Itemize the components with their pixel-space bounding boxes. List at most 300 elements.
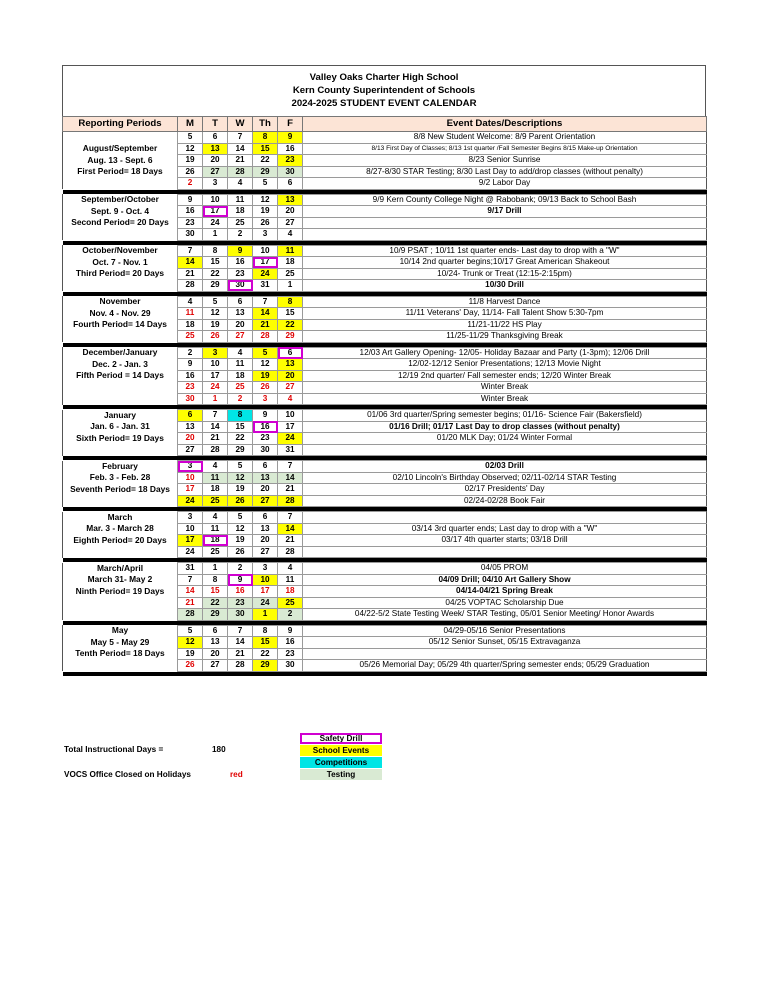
day-cell: 29 [253, 660, 278, 672]
calendar-title [62, 65, 706, 116]
period-label [63, 393, 178, 405]
day-cell: 10 [278, 410, 303, 422]
event-description: 9/2 Labor Day [303, 178, 707, 190]
day-cell: 24 [253, 597, 278, 609]
day-cell: 8 [253, 625, 278, 637]
day-cell: 20 [278, 370, 303, 382]
day-cell: 20 [178, 433, 203, 445]
day-cell: 27 [228, 331, 253, 343]
day-cell: 13 [228, 308, 253, 320]
event-description: 04/14-04/21 Spring Break [303, 586, 707, 598]
day-cell: 7 [203, 410, 228, 422]
event-description [303, 546, 707, 558]
period-label: Sept. 9 - Oct. 4 [63, 206, 178, 218]
event-description: 8/27-8/30 STAR Testing; 8/30 Last Day to add/drop classes (without penalty) [303, 166, 707, 178]
period-label: November [63, 296, 178, 308]
day-cell: 10 [203, 194, 228, 206]
day-cell: 23 [228, 268, 253, 280]
day-cell: 4 [178, 296, 203, 308]
calendar-week-row [63, 410, 707, 422]
calendar-week-row [63, 609, 707, 621]
total-days-label: Total Instructional Days = [64, 745, 164, 754]
calendar-week-row [63, 535, 707, 547]
day-cell: 19 [253, 206, 278, 218]
school-name: Valley Oaks Charter High School [309, 72, 459, 83]
event-description: 11/25-11/29 Thanksgiving Break [303, 331, 707, 343]
day-cell: 26 [253, 382, 278, 394]
event-description: 04/09 Drill; 04/10 Art Gallery Show [303, 574, 707, 586]
period-label: March/April [63, 563, 178, 575]
day-cell: 5 [228, 461, 253, 473]
event-description: 03/14 3rd quarter ends; Last day to drop with a "W" [303, 523, 707, 535]
calendar-week-row [63, 660, 707, 672]
day-cell: 1 [203, 229, 228, 241]
day-cell: 21 [203, 433, 228, 445]
day-cell: 21 [278, 535, 303, 547]
day-cell: 1 [203, 563, 228, 575]
day-cell: 21 [253, 319, 278, 331]
day-cell: 4 [228, 347, 253, 359]
day-cell: 30 [178, 229, 203, 241]
calendar-week-row [63, 597, 707, 609]
day-cell: 12 [253, 359, 278, 371]
period-label: Dec. 2 - Jan. 3 [63, 359, 178, 371]
day-cell: 23 [228, 597, 253, 609]
day-cell: 30 [278, 166, 303, 178]
day-cell: 21 [178, 597, 203, 609]
day-cell: 27 [203, 660, 228, 672]
day-cell: 4 [278, 393, 303, 405]
period-label: March 31- May 2 [63, 574, 178, 586]
day-cell: 5 [253, 178, 278, 190]
day-cell: 1 [203, 393, 228, 405]
day-cell: 3 [203, 347, 228, 359]
day-cell: 17 [178, 535, 203, 547]
period-label [63, 178, 178, 190]
day-cell: 19 [178, 648, 203, 660]
header-events: Event Dates/Descriptions [303, 117, 707, 132]
calendar-week-row [63, 206, 707, 218]
day-cell: 17 [253, 257, 278, 269]
day-cell: 13 [203, 143, 228, 155]
day-cell: 14 [278, 523, 303, 535]
day-cell: 23 [278, 648, 303, 660]
period-label: Oct. 7 - Nov. 1 [63, 257, 178, 269]
day-cell: 11 [203, 523, 228, 535]
calendar-week-row [63, 512, 707, 524]
day-cell: 20 [253, 484, 278, 496]
header-day-f: F [278, 117, 303, 132]
day-cell: 3 [178, 512, 203, 524]
period-label: Second Period= 20 Days [63, 217, 178, 229]
event-description: 8/8 New Student Welcome: 8/9 Parent Orientation [303, 132, 707, 144]
day-cell: 5 [253, 347, 278, 359]
day-cell: 12 [228, 472, 253, 484]
day-cell: 11 [203, 472, 228, 484]
day-cell: 4 [278, 563, 303, 575]
day-cell: 27 [278, 217, 303, 229]
period-label: January [63, 410, 178, 422]
period-label: Sixth Period= 19 Days [63, 433, 178, 445]
period-label: Feb. 3 - Feb. 28 [63, 472, 178, 484]
day-cell: 29 [203, 280, 228, 292]
day-cell: 30 [253, 444, 278, 456]
day-cell: 6 [203, 132, 228, 144]
legend-item: Testing [300, 769, 382, 780]
day-cell: 13 [278, 359, 303, 371]
day-cell: 14 [253, 308, 278, 320]
event-description: 01/16 Drill; 01/17 Last Day to drop classes (without penalty) [303, 421, 707, 433]
day-cell: 31 [278, 444, 303, 456]
calendar-week-row [63, 586, 707, 598]
day-cell: 3 [203, 178, 228, 190]
event-description: 05/26 Memorial Day; 05/29 4th quarter/Spring semester ends; 05/29 Graduation [303, 660, 707, 672]
day-cell: 8 [203, 574, 228, 586]
day-cell: 25 [278, 597, 303, 609]
header-day-m: M [178, 117, 203, 132]
day-cell: 31 [178, 563, 203, 575]
day-cell: 28 [228, 660, 253, 672]
period-label [63, 495, 178, 507]
calendar-week-row [63, 382, 707, 394]
day-cell: 22 [253, 155, 278, 167]
day-cell: 30 [228, 280, 253, 292]
header-periods: Reporting Periods [63, 117, 178, 132]
day-cell: 18 [203, 484, 228, 496]
day-cell: 28 [278, 546, 303, 558]
day-cell: 29 [278, 331, 303, 343]
day-cell: 11 [278, 574, 303, 586]
period-label: August/September [63, 143, 178, 155]
day-cell: 10 [178, 523, 203, 535]
day-cell: 20 [203, 648, 228, 660]
day-cell: 31 [253, 280, 278, 292]
day-cell: 10 [253, 574, 278, 586]
day-cell: 7 [178, 574, 203, 586]
day-cell: 26 [228, 546, 253, 558]
period-label: Jan. 6 - Jan. 31 [63, 421, 178, 433]
day-cell: 3 [253, 563, 278, 575]
day-cell: 26 [178, 166, 203, 178]
day-cell: 7 [228, 132, 253, 144]
day-cell: 21 [278, 484, 303, 496]
event-description: 10/9 PSAT ; 10/11 1st quarter ends- Last day to drop with a "W" [303, 245, 707, 257]
day-cell: 20 [278, 206, 303, 218]
table-bottom-bar [63, 671, 707, 676]
day-cell: 25 [228, 382, 253, 394]
day-cell: 23 [178, 217, 203, 229]
day-cell: 22 [203, 597, 228, 609]
legend-item: School Events [300, 745, 382, 756]
day-cell: 18 [228, 370, 253, 382]
day-cell: 23 [278, 155, 303, 167]
day-cell: 27 [203, 166, 228, 178]
period-label: Fourth Period= 14 Days [63, 319, 178, 331]
period-label: December/January [63, 347, 178, 359]
event-description: 11/8 Harvest Dance [303, 296, 707, 308]
period-label: Nov. 4 - Nov. 29 [63, 308, 178, 320]
calendar-week-row [63, 523, 707, 535]
day-cell: 3 [178, 461, 203, 473]
day-cell: 15 [203, 586, 228, 598]
day-cell: 4 [203, 512, 228, 524]
calendar-week-row [63, 229, 707, 241]
event-description: 12/02-12/12 Senior Presentations; 12/13 Movie Night [303, 359, 707, 371]
day-cell: 6 [253, 512, 278, 524]
calendar-week-row [63, 166, 707, 178]
day-cell: 12 [178, 143, 203, 155]
day-cell: 11 [228, 359, 253, 371]
day-cell: 27 [253, 495, 278, 507]
calendar-week-row [63, 132, 707, 144]
event-description: 04/22-5/2 State Testing Week/ STAR Testing, 05/01 Senior Meeting/ Honor Awards [303, 609, 707, 621]
day-cell: 8 [203, 245, 228, 257]
event-description: Winter Break [303, 393, 707, 405]
period-label: Aug. 13 - Sept. 6 [63, 155, 178, 167]
day-cell: 14 [278, 472, 303, 484]
period-label [63, 609, 178, 621]
day-cell: 11 [178, 308, 203, 320]
event-description: 02/03 Drill [303, 461, 707, 473]
event-description: 9/9 Kern County College Night @ Rabobank; 09/13 Back to School Bash [303, 194, 707, 206]
day-cell: 18 [228, 206, 253, 218]
calendar-week-row [63, 563, 707, 575]
period-label: Ninth Period= 19 Days [63, 586, 178, 598]
day-cell: 7 [228, 625, 253, 637]
day-cell: 8 [228, 410, 253, 422]
event-description: 04/25 VOPTAC Scholarship Due [303, 597, 707, 609]
day-cell: 7 [278, 512, 303, 524]
calendar-week-row [63, 461, 707, 473]
calendar-week-row [63, 178, 707, 190]
day-cell: 26 [253, 217, 278, 229]
event-description: 01/06 3rd quarter/Spring semester begins; 01/16- Science Fair (Bakersfield) [303, 410, 707, 422]
day-cell: 2 [278, 609, 303, 621]
event-description: 12/19 2nd quarter/ Fall semester ends; 12/20 Winter Break [303, 370, 707, 382]
day-cell: 2 [228, 393, 253, 405]
period-label: March [63, 512, 178, 524]
day-cell: 6 [178, 410, 203, 422]
day-cell: 24 [278, 433, 303, 445]
day-cell: 13 [278, 194, 303, 206]
period-label: Eighth Period= 20 Days [63, 535, 178, 547]
day-cell: 24 [253, 268, 278, 280]
event-description [303, 512, 707, 524]
day-cell: 11 [228, 194, 253, 206]
period-label: May [63, 625, 178, 637]
header-row [63, 117, 707, 132]
header-day-w: W [228, 117, 253, 132]
event-description: 10/30 Drill [303, 280, 707, 292]
event-description: 01/20 MLK Day; 01/24 Winter Formal [303, 433, 707, 445]
day-cell: 12 [253, 194, 278, 206]
day-cell: 17 [178, 484, 203, 496]
calendar-week-row [63, 495, 707, 507]
legend-item: Safety Drill [300, 733, 382, 744]
day-cell: 19 [228, 484, 253, 496]
day-cell: 4 [278, 229, 303, 241]
event-description: 10/24- Trunk or Treat (12:15-2:15pm) [303, 268, 707, 280]
period-label [63, 597, 178, 609]
day-cell: 6 [253, 461, 278, 473]
calendar-week-row [63, 472, 707, 484]
calendar-week-row [63, 296, 707, 308]
calendar-week-row [63, 484, 707, 496]
calendar-week-row [63, 308, 707, 320]
day-cell: 5 [228, 512, 253, 524]
day-cell: 6 [228, 296, 253, 308]
day-cell: 16 [178, 370, 203, 382]
period-label: Seventh Period= 18 Days [63, 484, 178, 496]
day-cell: 9 [178, 194, 203, 206]
event-description: 11/21-11/22 HS Play [303, 319, 707, 331]
day-cell: 6 [203, 625, 228, 637]
day-cell: 28 [178, 280, 203, 292]
event-description: 02/17 Presidents' Day [303, 484, 707, 496]
day-cell: 9 [278, 625, 303, 637]
period-label [63, 132, 178, 144]
day-cell: 25 [278, 268, 303, 280]
day-cell: 14 [178, 586, 203, 598]
calendar-week-row [63, 217, 707, 229]
day-cell: 18 [203, 535, 228, 547]
header-day-t: T [203, 117, 228, 132]
day-cell: 28 [278, 495, 303, 507]
period-label [63, 546, 178, 558]
calendar-footer [62, 733, 706, 793]
day-cell: 9 [228, 245, 253, 257]
day-cell: 26 [178, 660, 203, 672]
day-cell: 1 [253, 609, 278, 621]
period-label: Third Period= 20 Days [63, 268, 178, 280]
day-cell: 26 [228, 495, 253, 507]
separator-bar [63, 671, 707, 676]
day-cell: 14 [178, 257, 203, 269]
day-cell: 17 [203, 206, 228, 218]
day-cell: 28 [178, 609, 203, 621]
day-cell: 28 [228, 166, 253, 178]
day-cell: 16 [228, 257, 253, 269]
day-cell: 27 [253, 546, 278, 558]
day-cell: 8 [253, 132, 278, 144]
day-cell: 25 [178, 331, 203, 343]
calendar-week-row [63, 331, 707, 343]
period-label: Fifth Period = 14 Days [63, 370, 178, 382]
event-description: 9/17 Drill [303, 206, 707, 218]
day-cell: 25 [203, 546, 228, 558]
day-cell: 18 [278, 586, 303, 598]
day-cell: 20 [253, 535, 278, 547]
day-cell: 23 [178, 382, 203, 394]
event-description [303, 648, 707, 660]
day-cell: 4 [228, 178, 253, 190]
event-description [303, 217, 707, 229]
period-label: October/November [63, 245, 178, 257]
day-cell: 5 [178, 132, 203, 144]
day-cell: 19 [178, 155, 203, 167]
day-cell: 28 [203, 444, 228, 456]
day-cell: 1 [278, 280, 303, 292]
day-cell: 16 [278, 637, 303, 649]
calendar-week-row [63, 347, 707, 359]
day-cell: 14 [203, 421, 228, 433]
period-label: May 5 - May 29 [63, 637, 178, 649]
day-cell: 20 [228, 319, 253, 331]
event-description: 05/12 Senior Sunset, 05/15 Extravaganza [303, 637, 707, 649]
calendar-week-row [63, 637, 707, 649]
calendar-week-row [63, 546, 707, 558]
day-cell: 18 [178, 319, 203, 331]
legend-item: Competitions [300, 757, 382, 768]
day-cell: 24 [203, 382, 228, 394]
day-cell: 22 [228, 433, 253, 445]
event-description: 10/14 2nd quarter begins;10/17 Great American Shakeout [303, 257, 707, 269]
day-cell: 6 [278, 178, 303, 190]
period-label [63, 660, 178, 672]
period-label [63, 382, 178, 394]
calendar-week-row [63, 143, 707, 155]
day-cell: 14 [228, 637, 253, 649]
day-cell: 20 [203, 155, 228, 167]
day-cell: 22 [253, 648, 278, 660]
day-cell: 21 [178, 268, 203, 280]
day-cell: 11 [278, 245, 303, 257]
event-description: 8/13 First Day of Classes; 8/13 1st quarter /Fall Semester Begins 8/15 Make-up Orientation [303, 143, 707, 155]
day-cell: 30 [278, 660, 303, 672]
holiday-note-label: VOCS Office Closed on Holidays [64, 770, 191, 779]
calendar-week-row [63, 421, 707, 433]
day-cell: 25 [203, 495, 228, 507]
day-cell: 7 [278, 461, 303, 473]
calendar-week-row [63, 359, 707, 371]
calendar-week-row [63, 370, 707, 382]
day-cell: 22 [278, 319, 303, 331]
event-description: 02/10 Lincoln's Birthday Observed; 02/11-02/14 STAR Testing [303, 472, 707, 484]
day-cell: 25 [228, 217, 253, 229]
day-cell: 13 [178, 421, 203, 433]
day-cell: 21 [228, 155, 253, 167]
day-cell: 17 [278, 421, 303, 433]
district-name: Kern County Superintendent of Schools [292, 85, 476, 96]
event-description: 03/17 4th quarter starts; 03/18 Drill [303, 535, 707, 547]
day-cell: 24 [178, 495, 203, 507]
period-label: Tenth Period= 18 Days [63, 648, 178, 660]
period-label: February [63, 461, 178, 473]
day-cell: 13 [253, 472, 278, 484]
day-cell: 26 [203, 331, 228, 343]
day-cell: 7 [178, 245, 203, 257]
day-cell: 2 [228, 563, 253, 575]
event-description: 04/29-05/16 Senior Presentations [303, 625, 707, 637]
day-cell: 29 [228, 444, 253, 456]
day-cell: 16 [278, 143, 303, 155]
calendar-table [62, 116, 707, 676]
event-description: 8/23 Senior Sunrise [303, 155, 707, 167]
calendar-week-row [63, 155, 707, 167]
day-cell: 28 [253, 331, 278, 343]
day-cell: 22 [203, 268, 228, 280]
day-cell: 19 [228, 535, 253, 547]
day-cell: 27 [278, 382, 303, 394]
day-cell: 29 [203, 609, 228, 621]
total-days-value: 180 [212, 745, 226, 754]
day-cell: 19 [203, 319, 228, 331]
event-description: 02/24-02/28 Book Fair [303, 495, 707, 507]
day-cell: 5 [203, 296, 228, 308]
day-cell: 14 [228, 143, 253, 155]
day-cell: 10 [253, 245, 278, 257]
day-cell: 9 [178, 359, 203, 371]
